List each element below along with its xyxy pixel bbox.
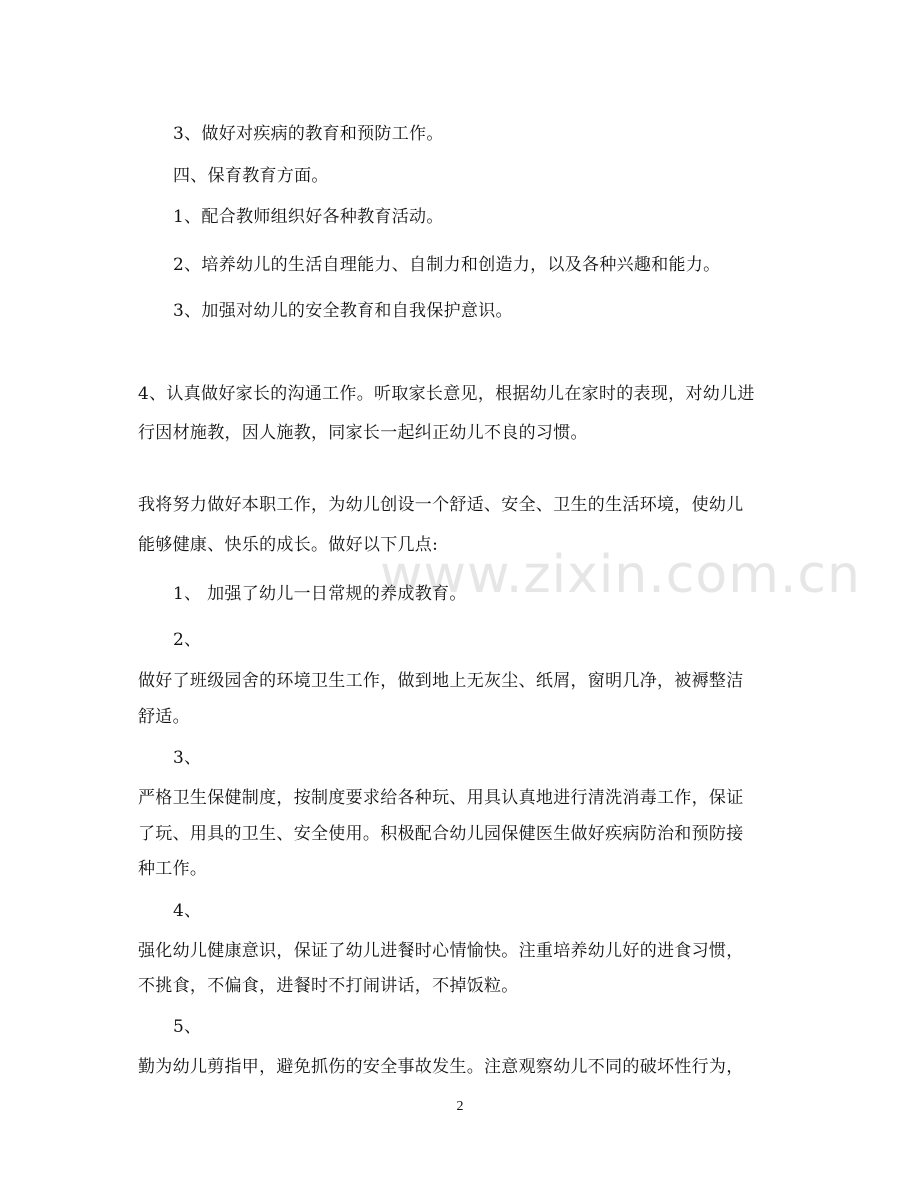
text-line: 3、加强对幼儿的安全教育和自我保护意识。 [173, 301, 513, 321]
page-number: 2 [456, 1099, 464, 1114]
text-line: 强化幼儿健康意识，保证了幼儿进餐时心情愉快。注重培养幼儿好的进食习惯， [138, 941, 744, 961]
text-line: 严格卫生保健制度，按制度要求给各种玩、用具认真地进行清洗消毒工作，保证 [138, 788, 744, 808]
section-heading: 四、保育教育方面。 [173, 166, 329, 186]
text-line: 1、配合教师组织好各种教育活动。 [173, 207, 444, 227]
text-line: 种工作。 [138, 859, 208, 879]
text-line: 行因材施教，因人施教，同家长一起纠正幼儿不良的习惯。 [138, 423, 588, 443]
watermark: www.zixin.com.cn [380, 545, 861, 605]
text-line: 不挑食，不偏食，进餐时不打闹讲话，不掉饭粒。 [138, 976, 519, 996]
text-line: 3、做好对疾病的教育和预防工作。 [173, 124, 444, 144]
list-number: 2、 [173, 630, 202, 650]
list-number: 5、 [173, 1017, 202, 1037]
text-line: 我将努力做好本职工作，为幼儿创设一个舒适、安全、卫生的生活环境，使幼儿 [138, 495, 744, 515]
list-item: 1、 加强了幼儿一日常规的养成教育。 [173, 584, 467, 604]
list-number: 4、 [173, 901, 202, 921]
text-line: 4、认真做好家长的沟通工作。听取家长意见，根据幼儿在家时的表现，对幼儿进 [138, 384, 755, 404]
text-line: 了玩、用具的卫生、安全使用。积极配合幼儿园保健医生做好疾病防治和预防接 [138, 824, 744, 844]
text-line: 勤为幼儿剪指甲，避免抓伤的安全事故发生。注意观察幼儿不同的破坏性行为， [138, 1057, 744, 1077]
text-line: 做好了班级园舍的环境卫生工作，做到地上无灰尘、纸屑，窗明几净，被褥整洁 [138, 671, 744, 691]
text-line: 2、培养幼儿的生活自理能力、自制力和创造力，以及各种兴趣和能力。 [173, 255, 721, 275]
list-number: 3、 [173, 748, 202, 768]
text-line: 舒适。 [138, 707, 190, 727]
text-line: 能够健康、快乐的成长。做好以下几点: [138, 535, 439, 555]
